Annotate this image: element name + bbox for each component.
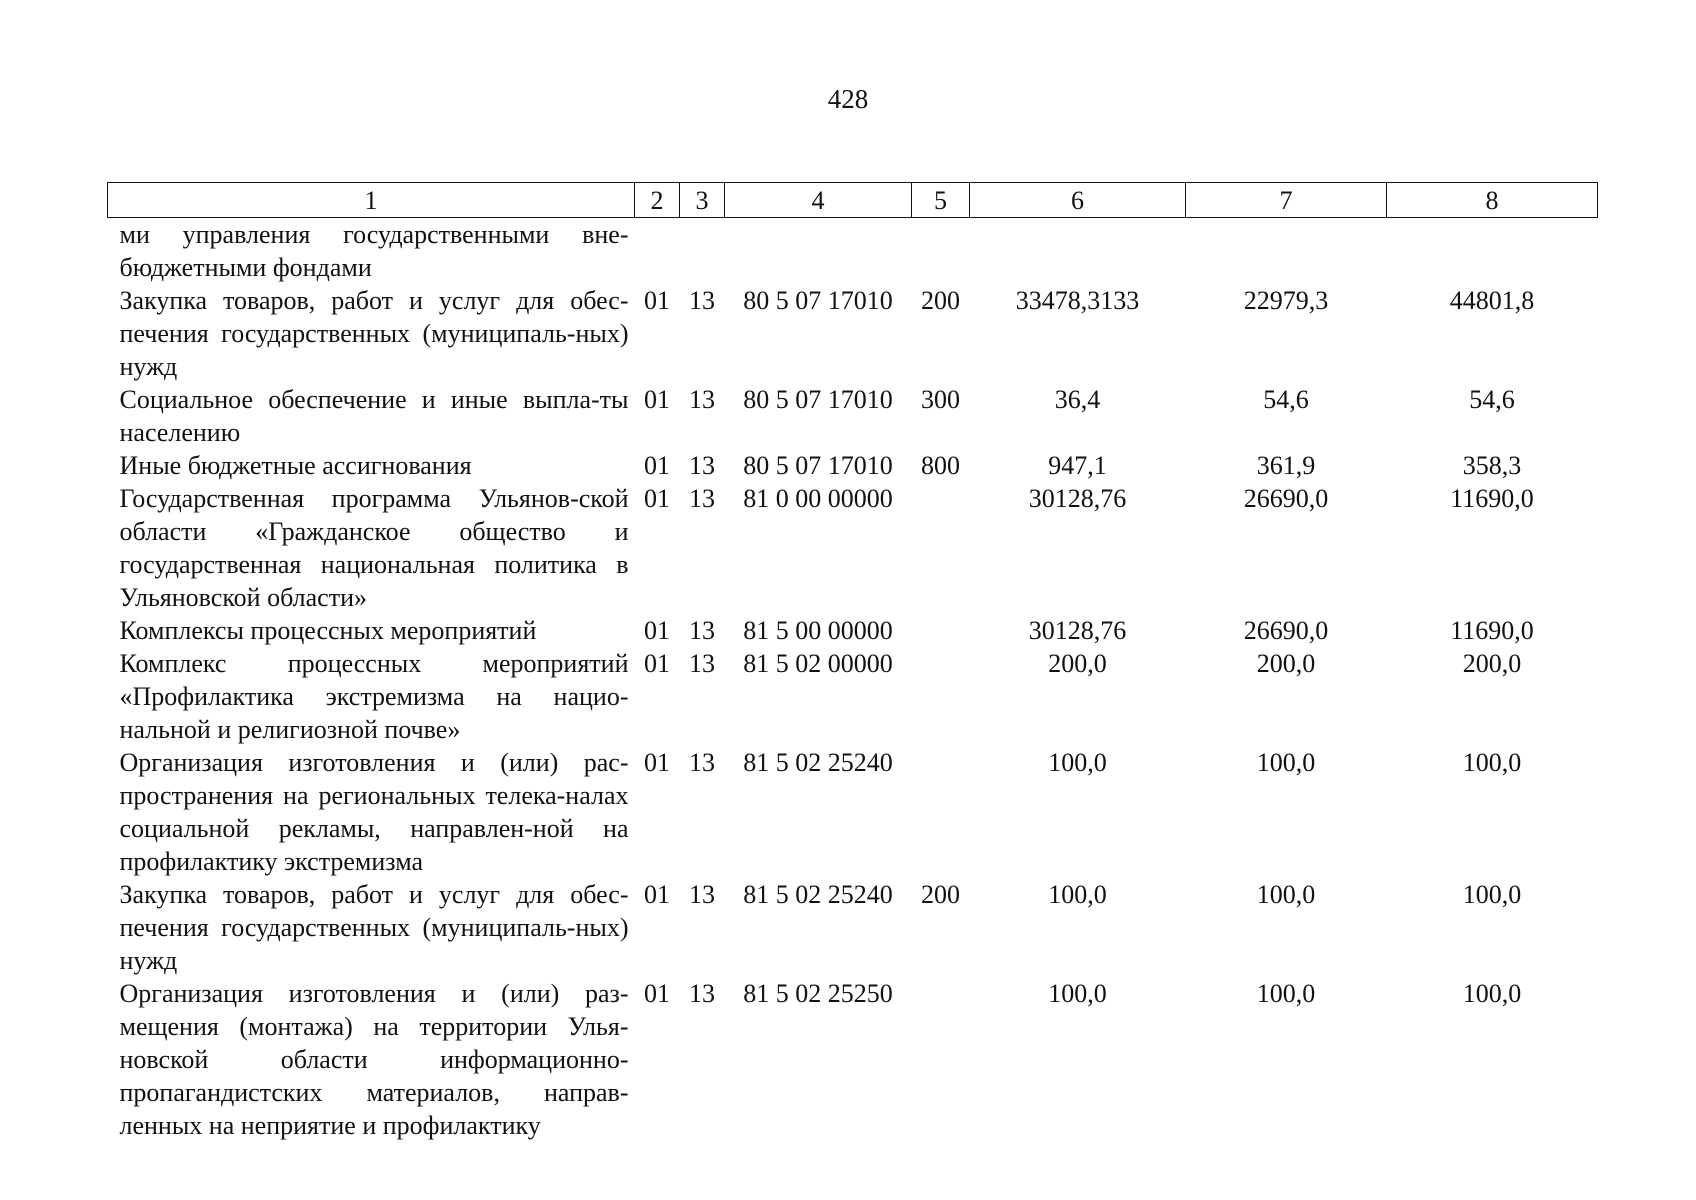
table-row	[108, 449, 1598, 482]
expense-type-code	[912, 482, 970, 614]
amount-col-7: 361,9	[1256, 451, 1316, 480]
subsection-code: 13	[689, 385, 715, 414]
item-name: Организация изготовления и (или) раз-мещения (монтажа) на территории Улья-новской области информационно-пропагандистских материалов, направ-ленных на неприятие и профилактику	[119, 979, 629, 1140]
amount-col-8: 358,3	[1462, 451, 1522, 480]
expense-type-code: 200	[921, 880, 960, 909]
subsection-code: 13	[689, 616, 715, 645]
table-row	[108, 878, 1598, 977]
column-header-7: 7	[1186, 183, 1387, 218]
amount-col-8: 100,0	[1462, 880, 1522, 909]
table-row	[108, 284, 1598, 383]
item-name: ми управления государственными вне-бюджетными фондами	[119, 220, 629, 282]
section-code	[635, 218, 680, 285]
section-code: 01	[644, 979, 670, 1008]
table-row	[108, 647, 1598, 746]
section-code: 01	[644, 451, 670, 480]
expense-type-code: 300	[921, 385, 960, 414]
amount-col-6: 947,1	[1048, 451, 1107, 480]
amount-col-8: 100,0	[1462, 979, 1522, 1008]
amount-col-6: 36,4	[1054, 385, 1101, 414]
target-article-code: 80 5 07 17010	[743, 451, 893, 480]
amount-col-8: 44801,8	[1449, 286, 1535, 315]
target-article-code: 81 5 02 25240	[743, 880, 893, 909]
subsection-code: 13	[689, 880, 715, 909]
amount-col-6: 100,0	[1048, 748, 1107, 777]
section-code: 01	[644, 748, 670, 777]
table-row	[108, 614, 1598, 647]
amount-col-8	[1387, 218, 1598, 285]
amount-col-8: 11690,0	[1450, 616, 1534, 645]
item-name: Социальное обеспечение и иные выпла-ты населению	[119, 385, 629, 447]
amount-col-6: 30128,76	[1028, 484, 1127, 513]
section-code: 01	[644, 484, 670, 513]
subsection-code: 13	[689, 649, 715, 678]
expense-type-code: 200	[921, 286, 960, 315]
expense-type-code: 800	[921, 451, 960, 480]
target-article-code: 81 5 02 25240	[743, 748, 893, 777]
target-article-code	[725, 218, 912, 285]
item-name: Комплексы процессных мероприятий	[119, 616, 537, 645]
item-name: Закупка товаров, работ и услуг для обес-печения государственных (муниципаль-ных) нужд	[119, 286, 629, 381]
amount-col-6: 100,0	[1048, 880, 1107, 909]
table-row	[108, 383, 1598, 449]
item-name: Закупка товаров, работ и услуг для обес-печения государственных (муниципаль-ных) нужд	[119, 880, 629, 975]
section-code: 01	[644, 286, 670, 315]
column-header-6: 6	[970, 183, 1186, 218]
column-number-header-row	[108, 183, 1598, 218]
target-article-code: 80 5 07 17010	[743, 286, 893, 315]
item-name: Иные бюджетные ассигнования	[119, 451, 472, 480]
amount-col-7: 26690,0	[1243, 616, 1329, 645]
page-number: 428	[827, 84, 869, 114]
section-code: 01	[644, 385, 670, 414]
amount-col-7: 100,0	[1256, 979, 1316, 1008]
target-article-code: 81 5 00 00000	[743, 616, 893, 645]
target-article-code: 81 5 02 25250	[743, 979, 893, 1008]
amount-col-7: 100,0	[1256, 880, 1316, 909]
subsection-code	[680, 218, 725, 285]
table-row	[108, 977, 1598, 1142]
budget-table	[107, 182, 1598, 1142]
table-body	[108, 218, 1598, 1143]
expense-type-code	[912, 746, 970, 878]
amount-col-7: 100,0	[1256, 748, 1316, 777]
column-header-2: 2	[635, 183, 680, 218]
column-header-3: 3	[680, 183, 725, 218]
amount-col-7: 26690,0	[1243, 484, 1329, 513]
expense-type-code	[912, 647, 970, 746]
subsection-code: 13	[689, 286, 715, 315]
column-header-1: 1	[108, 183, 635, 218]
subsection-code: 13	[689, 451, 715, 480]
subsection-code: 13	[689, 484, 715, 513]
amount-col-8: 100,0	[1462, 748, 1522, 777]
amount-col-8: 11690,0	[1450, 484, 1534, 513]
column-header-5: 5	[912, 183, 970, 218]
amount-col-6	[970, 218, 1186, 285]
table-row	[108, 482, 1598, 614]
expense-type-code	[912, 977, 970, 1142]
amount-col-7	[1186, 218, 1387, 285]
amount-col-8: 200,0	[1462, 649, 1522, 678]
section-code: 01	[644, 616, 670, 645]
column-header-4: 4	[725, 183, 912, 218]
section-code: 01	[644, 880, 670, 909]
amount-col-6: 100,0	[1048, 979, 1107, 1008]
amount-col-7: 22979,3	[1243, 286, 1329, 315]
amount-col-8: 54,6	[1469, 385, 1515, 414]
column-header-8: 8	[1387, 183, 1598, 218]
table-row	[108, 746, 1598, 878]
target-article-code: 81 5 02 00000	[743, 649, 893, 678]
amount-col-7: 200,0	[1256, 649, 1316, 678]
amount-col-6: 30128,76	[1028, 616, 1127, 645]
subsection-code: 13	[689, 748, 715, 777]
item-name: Государственная программа Ульянов-ской области «Гражданское общество и государственная национальная политика в Ульяновской области»	[119, 484, 629, 612]
item-name: Организация изготовления и (или) рас-пространения на региональных телека-налах социальной рекламы, направлен-ной на профилактику экстремизма	[119, 748, 629, 876]
target-article-code: 80 5 07 17010	[743, 385, 893, 414]
section-code: 01	[644, 649, 670, 678]
amount-col-6: 33478,3133	[1015, 286, 1140, 315]
amount-col-7: 54,6	[1263, 385, 1309, 414]
amount-col-6: 200,0	[1048, 649, 1107, 678]
item-name: Комплекс процессных мероприятий «Профилактика экстремизма на нацио-нальной и религиозной почве»	[119, 649, 629, 744]
expense-type-code	[912, 614, 970, 647]
table-row	[108, 218, 1598, 285]
expense-type-code	[912, 218, 970, 285]
subsection-code: 13	[689, 979, 715, 1008]
target-article-code: 81 0 00 00000	[743, 484, 893, 513]
